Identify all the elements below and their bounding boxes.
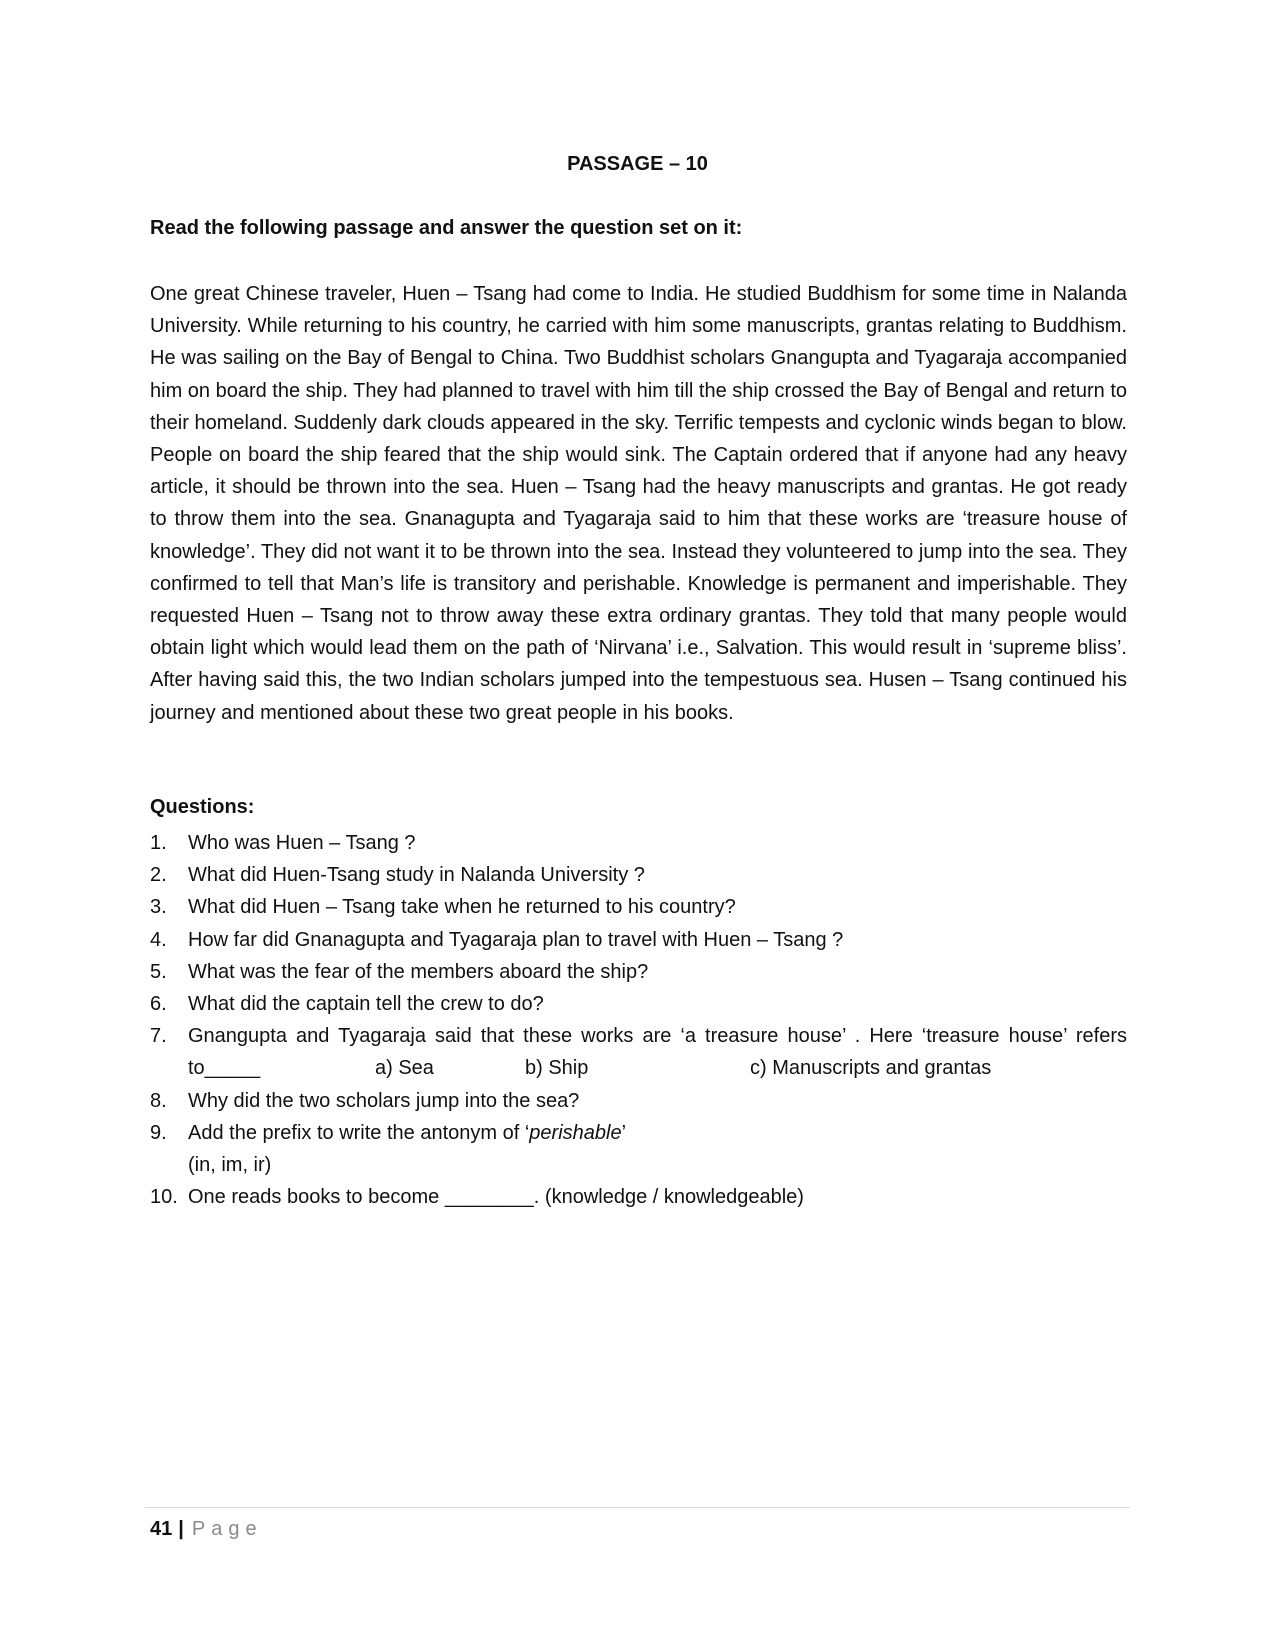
question-number: 7. <box>150 1025 167 1048</box>
question-text: How far did Gnanagupta and Tyagaraja plan to travel with Huen – Tsang ? <box>188 928 844 951</box>
question-text: What did Huen-Tsang study in Nalanda University ? <box>188 864 645 887</box>
question-text-start: Add the prefix to write the antonym of ‘ <box>188 1121 530 1144</box>
question-text: Gnangupta and Tyagaraja said that these works are ‘a treasure house’ . Here ‘treasure house’ refers <box>188 1025 1127 1048</box>
question-number: 5. <box>150 960 167 983</box>
question-text: Who was Huen – Tsang ? <box>188 832 416 854</box>
page-separator: | <box>178 1518 184 1540</box>
page-number: 41 <box>150 1518 173 1540</box>
question-number: 8. <box>150 1089 167 1112</box>
question-text-end: ’ <box>621 1121 627 1144</box>
questions-list <box>150 827 1127 1213</box>
question-text <box>188 1117 1127 1149</box>
question-item <box>150 956 1127 988</box>
question-item <box>150 1181 1127 1213</box>
questions-heading: Questions: <box>150 796 255 818</box>
option-b: b) Ship <box>525 1057 589 1080</box>
question-hint: (in, im, ir) <box>188 1154 272 1177</box>
question-item <box>150 859 1127 891</box>
question-number: 9. <box>150 1121 167 1144</box>
question-item <box>150 924 1127 956</box>
question-item <box>150 1020 1127 1084</box>
question-number: 1. <box>150 832 167 854</box>
question-text: One reads books to become ________. (knowledge / knowledgeable) <box>188 1186 804 1209</box>
footer-divider <box>145 1507 1130 1508</box>
instruction-text: Read the following passage and answer the question set on it: <box>150 217 743 239</box>
question-number: 6. <box>150 993 167 1016</box>
question-item <box>150 891 1127 923</box>
option-a: a) Sea <box>375 1057 434 1080</box>
question-text: What did Huen – Tsang take when he returned to his country? <box>188 896 736 919</box>
passage-title: PASSAGE – 10 <box>567 153 708 175</box>
question-item <box>150 827 1127 859</box>
answer-options <box>188 1052 1127 1084</box>
question-item <box>150 1085 1127 1117</box>
page-footer <box>150 1517 263 1541</box>
question-item <box>150 1117 1127 1181</box>
answer-blank: to_____ <box>188 1057 261 1080</box>
page-label: Page <box>191 1518 263 1540</box>
question-text: What did the captain tell the crew to do? <box>188 993 544 1016</box>
option-c: c) Manuscripts and grantas <box>750 1057 992 1080</box>
passage-body: One great Chinese traveler, Huen – Tsang had come to India. He studied Buddhism for some time in Nalanda University. While returning to his country, he carried with him some manuscripts, grantas relating to Buddhism. He was sailing on the Bay of Bengal to China. Two Buddhist scholars Gnangupta and Tyagaraja accompanied him on board the ship. They had planned to travel with him till the ship crossed the Bay of Bengal and return to their homeland. Suddenly dark clouds appeared in the sky. Terrific tempests and cyclonic winds began to blow. People on board the ship feared that the ship would sink. The Captain ordered that if anyone had any heavy article, it should be thrown into the sea. Huen – Tsang had the heavy manuscripts and grantas. He got ready to throw them into the sea. Gnanagupta and Tyagaraja said to him that these works are ‘treasure house of knowledge’. They did not want it to be thrown into the sea. Instead they volunteered to jump into the sea. They confirmed to tell that Man’s life is transitory and perishable. Knowledge is permanent and imperishable. They requested Huen – Tsang not to throw away these extra ordinary grantas. They told that many people would obtain light which would lead them on the path of ‘Nirvana’ i.e., Salvation. This would result in ‘supreme bliss’. After having said this, the two Indian scholars jumped into the tempestuous sea. Husen – Tsang continued his journey and mentioned about these two great people in his books. <box>150 283 1127 724</box>
question-number: 2. <box>150 864 167 887</box>
question-number: 4. <box>150 928 167 951</box>
question-keyword: perishable <box>529 1121 622 1144</box>
question-number: 10. <box>150 1186 178 1209</box>
question-text: What was the fear of the members aboard the ship? <box>188 960 649 983</box>
question-body <box>188 1020 1127 1084</box>
question-number: 3. <box>150 896 167 919</box>
question-text: Why did the two scholars jump into the sea? <box>188 1089 580 1112</box>
question-body <box>188 1117 1127 1181</box>
question-item <box>150 988 1127 1020</box>
